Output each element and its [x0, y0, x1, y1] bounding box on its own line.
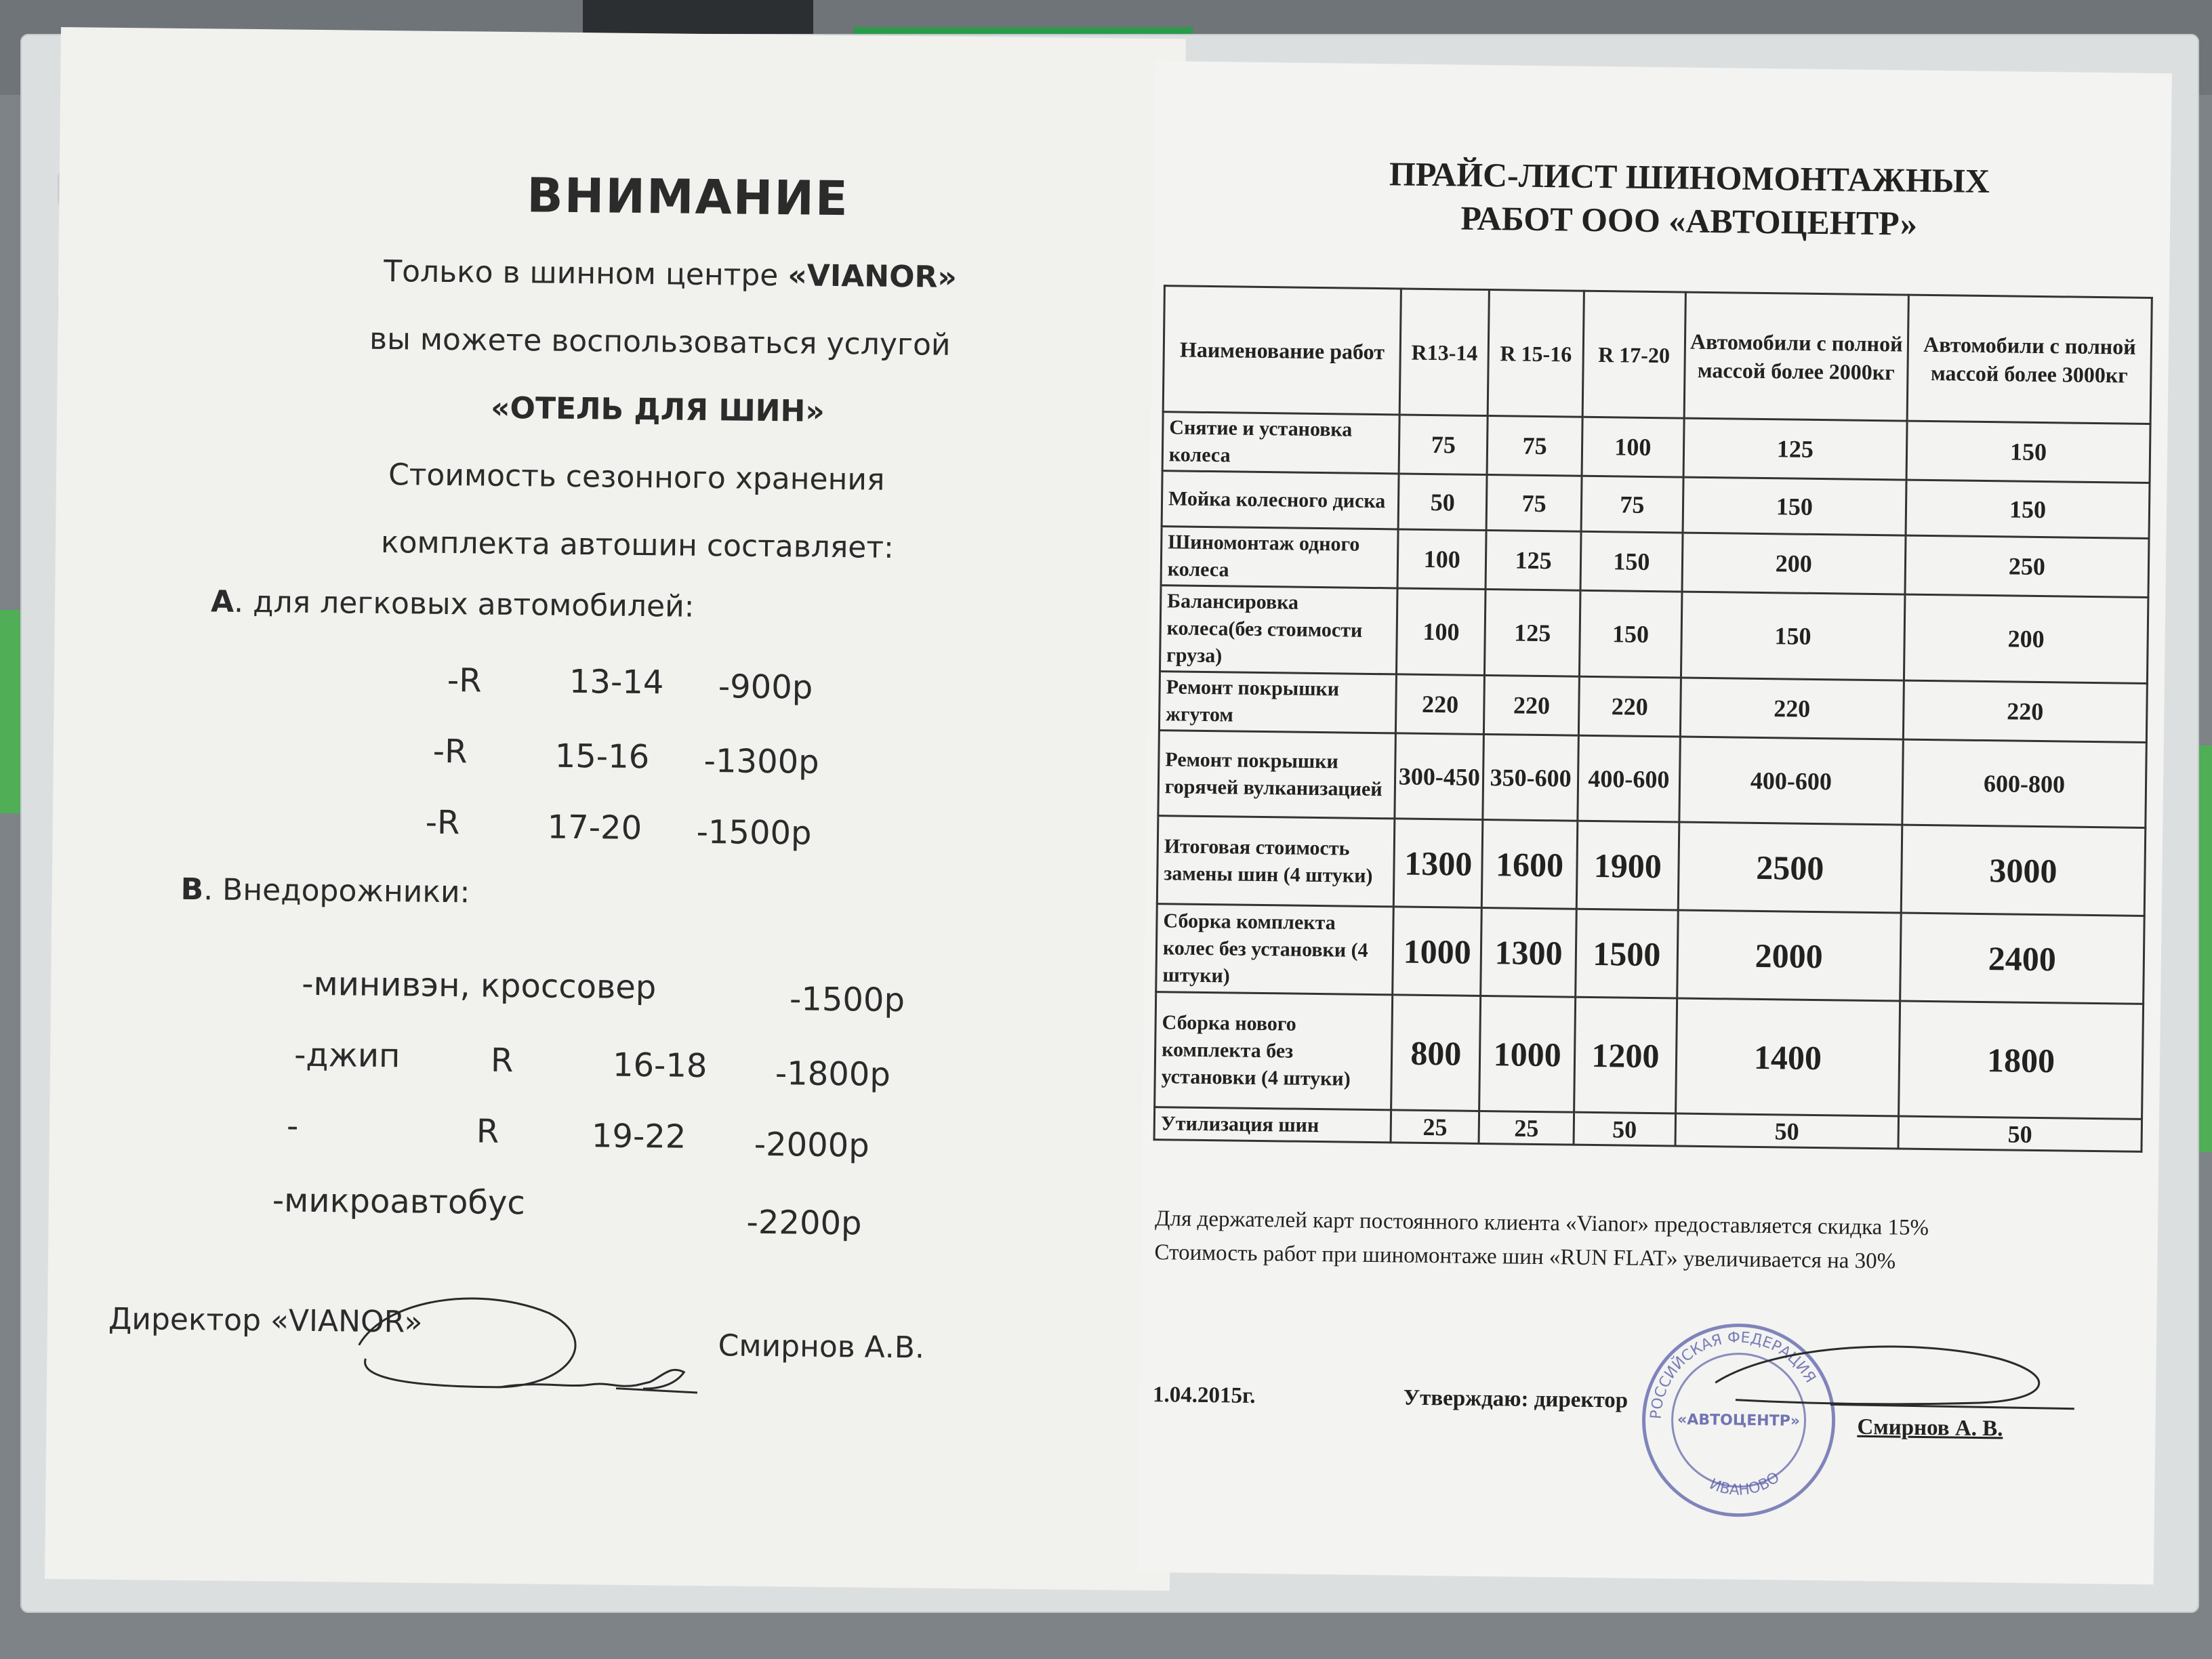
price-cell: 100 — [1397, 529, 1486, 590]
brand-name: «VIANOR» — [787, 258, 958, 295]
price-cell: 25 — [1479, 1111, 1574, 1145]
section-a-size: 15-16 — [554, 737, 650, 777]
notice-title: ВНИМАНИЕ — [527, 167, 850, 227]
section-a-letter: А — [210, 584, 234, 619]
director-signature — [345, 1284, 726, 1424]
section-a-label: . для легковых автомобилей: — [233, 584, 695, 624]
discount-note: Для держателей карт постоянного клиента «Vianor» предоставляется скидка 15% — [1154, 1206, 1929, 1241]
service-name: «ОТЕЛЬ ДЛЯ ШИН» — [490, 390, 825, 429]
service-name-cell: Ремонт покрышки жгутом — [1159, 672, 1396, 733]
director-name: Смирнов А.В. — [718, 1328, 925, 1366]
table-row — [1156, 904, 2144, 1004]
price-cell: 200 — [1682, 533, 1906, 594]
price-cell: 125 — [1485, 590, 1580, 677]
price-cell: 125 — [1683, 418, 1907, 480]
price-cell: 150 — [1579, 590, 1681, 678]
service-name-cell: Шиномонтаж одного колеса — [1161, 527, 1398, 588]
notice-line-2: вы можете воспользоваться услугой — [369, 321, 951, 363]
table-header-row — [1163, 286, 2152, 424]
section-b-label: -микроавтобус — [272, 1181, 526, 1223]
price-cell: 220 — [1484, 676, 1580, 736]
price-cell: 1000 — [1393, 907, 1481, 996]
price-list-signature — [1694, 1328, 2102, 1441]
price-cell: 1800 — [1898, 1001, 2143, 1119]
approve-label: Утверждаю: директор — [1403, 1385, 1629, 1413]
price-cell: 2500 — [1678, 822, 1902, 913]
price-cell: 2000 — [1677, 910, 1901, 1001]
stamp-city-text: ИВАНОВО — [1706, 1469, 1783, 1499]
section-a-price: -900р — [718, 668, 813, 707]
price-cell: 220 — [1680, 678, 1904, 739]
price-cell: 75 — [1399, 415, 1488, 475]
price-cell: 1000 — [1479, 996, 1576, 1112]
price-cell: 100 — [1582, 417, 1684, 477]
price-cell: 100 — [1397, 588, 1486, 676]
section-b-r: R — [490, 1041, 514, 1080]
section-b-label: -джип — [293, 1036, 401, 1076]
section-b-r: R — [476, 1112, 499, 1151]
section-a-heading — [211, 584, 695, 623]
table-row — [1155, 992, 2144, 1120]
notice-sheet — [45, 27, 1186, 1591]
service-name-cell: Утилизация шин — [1154, 1107, 1391, 1143]
price-cell: 150 — [1683, 477, 1906, 535]
notice-line-1 — [384, 254, 957, 295]
section-b-size: 16-18 — [612, 1046, 708, 1086]
section-a-size: 17-20 — [547, 808, 642, 848]
price-cell: 150 — [1906, 480, 2150, 538]
service-name-cell: Снятие и установка колеса — [1162, 412, 1399, 474]
column-header: R 15-16 — [1488, 290, 1584, 417]
section-a-prefix: -R — [447, 661, 482, 700]
price-cell: 150 — [1681, 592, 1905, 680]
price-cell: 1400 — [1675, 998, 1900, 1116]
price-cell: 200 — [1904, 594, 2148, 683]
notice-line-1-text: Только в шинном центре — [383, 254, 788, 293]
section-a-prefix: -R — [425, 803, 460, 842]
section-b-label: . Внедорожники: — [203, 872, 470, 910]
price-cell: 50 — [1675, 1113, 1899, 1149]
price-cell: 75 — [1486, 475, 1582, 532]
service-name-cell: Мойка колесного диска — [1162, 471, 1399, 529]
price-cell: 220 — [1396, 674, 1485, 735]
table-row — [1157, 816, 2145, 916]
price-cell: 1300 — [1481, 907, 1576, 997]
section-b-price: -1800р — [775, 1054, 891, 1094]
price-cell: 600-800 — [1902, 739, 2147, 827]
price-cell: 150 — [1580, 531, 1683, 592]
price-list-title-line-1: ПРАЙС-ЛИСТ ШИНОМОНТАЖНЫХ — [1389, 155, 1990, 201]
section-b-heading — [180, 872, 470, 909]
price-list-date: 1.04.2015г. — [1152, 1382, 1256, 1408]
service-name-cell: Ремонт покрышки горячей вулканизацией — [1158, 731, 1396, 819]
section-b-label: - — [286, 1107, 299, 1145]
price-cell: 125 — [1486, 531, 1581, 591]
column-header: Автомобили с полной массой более 2000кг — [1684, 292, 1908, 421]
section-a-prefix: -R — [432, 732, 468, 771]
price-cell: 25 — [1391, 1110, 1479, 1144]
price-cell: 50 — [1398, 474, 1487, 531]
stamp-center-text: «АВТОЦЕНТР» — [1677, 1411, 1801, 1430]
section-b-label: -минивэн, кроссовер — [301, 964, 657, 1007]
director-label: Директор «VIANOR» — [108, 1301, 423, 1340]
section-a-size: 13-14 — [569, 662, 664, 702]
price-table — [1153, 285, 2153, 1153]
run-flat-note: Стоимость работ при шиномонтаже шин «RUN FLAT» увеличивается на 30% — [1154, 1240, 1896, 1274]
column-header: R 17-20 — [1582, 291, 1685, 418]
price-cell: 1500 — [1576, 909, 1678, 998]
price-cell: 400-600 — [1578, 735, 1680, 822]
price-list-director-name: Смирнов А. В. — [1857, 1414, 2003, 1441]
price-cell: 300-450 — [1395, 733, 1483, 820]
column-header: Автомобили с полной массой более 3000кг — [1907, 295, 2152, 424]
price-cell: 150 — [1906, 421, 2150, 483]
section-a-price: -1500р — [696, 813, 812, 853]
table-row — [1158, 731, 2146, 828]
section-b-price: -1500р — [789, 980, 905, 1020]
price-cell: 220 — [1903, 680, 2147, 742]
price-cell: 75 — [1581, 476, 1683, 533]
service-name-cell: Балансировка колеса(без стоимости груза) — [1160, 586, 1397, 674]
section-a-price: -1300р — [703, 741, 819, 781]
price-cell: 1600 — [1481, 819, 1577, 909]
price-cell: 2400 — [1900, 913, 2145, 1004]
notice-line-4: комплекта автошин составляет: — [380, 525, 895, 565]
section-b-price: -2200р — [746, 1203, 862, 1243]
price-list-title-line-2: РАБОТ ООО «АВТОЦЕНТР» — [1460, 199, 1918, 243]
section-b-size: 19-22 — [591, 1117, 687, 1156]
service-name-cell: Итоговая стоимость замены шин (4 штуки) — [1157, 816, 1395, 907]
price-cell: 1900 — [1576, 821, 1679, 910]
section-b-price: -2000р — [754, 1125, 870, 1165]
price-cell: 250 — [1905, 535, 2149, 597]
table-row — [1160, 586, 2148, 684]
price-cell: 400-600 — [1679, 737, 1904, 825]
section-b-letter: В — [180, 872, 204, 907]
price-list-sheet — [1137, 61, 2172, 1584]
price-cell: 3000 — [1901, 825, 2146, 916]
price-cell: 75 — [1487, 416, 1582, 476]
service-name-cell: Сборка комплекта колес без установки (4 штуки) — [1156, 904, 1394, 995]
column-header: Наименование работ — [1163, 286, 1401, 415]
price-cell: 350-600 — [1483, 734, 1578, 821]
stamp-outer-text: РОССИЙСКАЯ ФЕДЕРАЦИЯ — [1647, 1329, 1819, 1420]
notice-line-3: Стоимость сезонного хранения — [388, 457, 885, 497]
service-name-cell: Сборка нового комплекта без установки (4 штуки) — [1155, 992, 1393, 1110]
price-cell: 50 — [1898, 1116, 2142, 1151]
price-cell: 1200 — [1574, 997, 1677, 1113]
price-cell: 50 — [1574, 1112, 1675, 1146]
price-list-title — [1214, 150, 2164, 248]
price-cell: 800 — [1391, 995, 1481, 1111]
column-header: R13-14 — [1399, 289, 1489, 416]
price-cell: 220 — [1578, 676, 1681, 737]
price-cell: 1300 — [1394, 819, 1483, 908]
